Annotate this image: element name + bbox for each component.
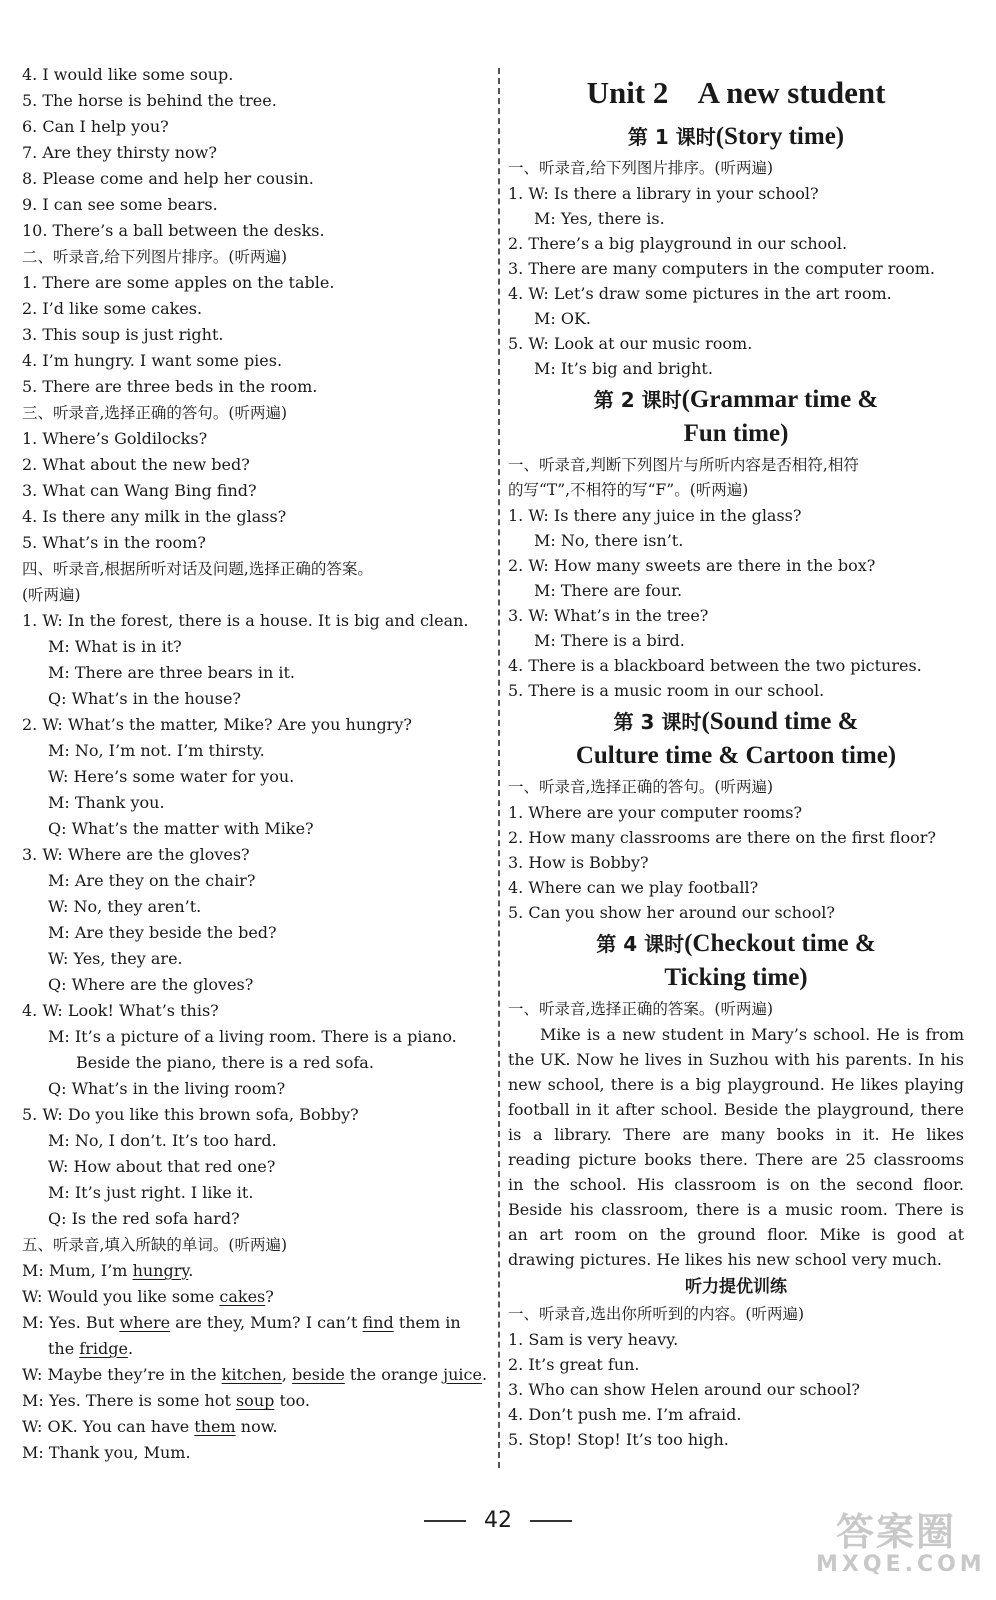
list-item: 10. There’s a ball between the desks. <box>22 221 325 240</box>
section-heading-2: 二、听录音,给下列图片排序。(听两遍) <box>22 248 288 266</box>
text: M: Yes. But <box>22 1313 120 1332</box>
section-heading-4: 四、听录音,根据所听对话及问题,选择正确的答案。 <box>22 560 373 578</box>
dialog-line: 2. W: What’s the matter, Mike? Are you hungry? <box>22 715 412 734</box>
section-heading-3: 三、听录音,选择正确的答句。(听两遍) <box>22 404 288 422</box>
section-heading: 一、听录音,给下列图片排序。(听两遍) <box>508 159 774 177</box>
dialog-line: M: There are four. <box>534 581 683 600</box>
dialog-line: M: There is a bird. <box>534 631 685 650</box>
text: M: Mum, I’m <box>22 1261 133 1280</box>
lesson-name: (Story time) <box>715 123 845 150</box>
text: now. <box>235 1417 278 1436</box>
filled-word: soup <box>235 1391 275 1410</box>
lesson-name: (Sound time & <box>701 708 859 735</box>
fill-in-dialog <box>22 1258 492 1466</box>
dialog-line: 1. W: Is there any juice in the glass? <box>508 506 802 525</box>
text: the <box>48 1339 80 1358</box>
lesson-number: 第 4 课时 <box>596 932 685 956</box>
section-heading-5: 五、听录音,填入所缺的单词。(听两遍) <box>22 1236 288 1254</box>
dialog-5 <box>22 1102 492 1232</box>
watermark-logo <box>816 1510 986 1582</box>
fill-line <box>22 1388 492 1414</box>
list-item: 5. What’s in the room? <box>22 533 206 552</box>
list-item: 1. Where are your computer rooms? <box>508 803 803 822</box>
lesson-3-title <box>508 705 964 773</box>
text: W: OK. You can have <box>22 1417 195 1436</box>
dialog-line: 1. W: In the forest, there is a house. It is big and clean. <box>22 611 469 630</box>
filled-word: kitchen <box>221 1365 282 1384</box>
dialog-line: 4. There is a blackboard between the two pictures. <box>508 656 922 675</box>
list-item: 4. I would like some soup. <box>22 65 234 84</box>
list-item: 5. Can you show her around our school? <box>508 903 835 922</box>
dialog-line: M: It’s a picture of a living room. There is a piano. <box>48 1027 457 1046</box>
passage: Mike is a new student in Mary’s school. He is from the UK. Now he lives in Suzhou with his parents. In his new school, there is a big playground. He likes playing football in it after school. Beside the playground, there is a library. There are many books in it. He likes reading picture books there. There are 25 classrooms in the school. His classroom is on the second floor. Beside his classroom, there is a music room. There is an art room on the ground floor. Mike is good at drawing pictures. He likes his new school very much. <box>508 1025 964 1269</box>
dialog-line: 2. There’s a big playground in our school. <box>508 234 848 253</box>
lesson-2-title <box>508 383 964 451</box>
dialog-line: M: It’s just right. I like it. <box>48 1183 254 1202</box>
dialog-line: 3. W: What’s in the tree? <box>508 606 709 625</box>
list-item: 2. It’s great fun. <box>508 1355 640 1374</box>
list-item: 3. This soup is just right. <box>22 325 224 344</box>
dialog-4 <box>22 998 492 1102</box>
list-item: 1. Where’s Goldilocks? <box>22 429 208 448</box>
watermark-bottom: MXQE.COM <box>816 1552 986 1577</box>
filled-word: cakes <box>219 1287 266 1306</box>
lesson-number: 第 2 课时 <box>593 388 682 412</box>
dialog-line: M: No, there isn’t. <box>534 531 684 550</box>
text: them in <box>393 1313 461 1332</box>
dash-right <box>530 1520 572 1522</box>
dialog-line: M: No, I don’t. It’s too hard. <box>48 1131 277 1150</box>
dialog-line: 5. There is a music room in our school. <box>508 681 825 700</box>
list-item: 2. How many classrooms are there on the first floor? <box>508 828 936 847</box>
fill-line <box>22 1414 492 1440</box>
list-item: 5. Stop! Stop! It’s too high. <box>508 1430 729 1449</box>
dialog-line: W: No, they aren’t. <box>48 897 202 916</box>
dialog-line: Q: What’s in the house? <box>48 689 241 708</box>
watermark-top: 答案圈 <box>835 1510 956 1554</box>
dialog-1 <box>22 608 492 712</box>
text: . <box>127 1339 134 1358</box>
lesson-name-cont: Culture time & Cartoon time) <box>575 742 897 769</box>
section-heading: 一、听录音,选出你所听到的内容。(听两遍) <box>508 1305 805 1323</box>
lesson-number: 第 3 课时 <box>613 710 702 734</box>
dialog-line: M: Are they on the chair? <box>48 871 256 890</box>
list-item: 5. There are three beds in the room. <box>22 377 318 396</box>
filled-word: find <box>362 1313 394 1332</box>
dialog-line: M: No, I’m not. I’m thirsty. <box>48 741 265 760</box>
page-number-text: 42 <box>484 1508 512 1533</box>
list-item: 1. There are some apples on the table. <box>22 273 335 292</box>
dialog-line: 5. W: Look at our music room. <box>508 334 753 353</box>
list-item: 3. Who can show Helen around our school? <box>508 1380 860 1399</box>
dialog-line: W: Yes, they are. <box>48 949 183 968</box>
right-column <box>508 62 964 1452</box>
list-item: 7. Are they thirsty now? <box>22 143 217 162</box>
dialog-line: M: OK. <box>534 309 592 328</box>
text: . <box>481 1365 488 1384</box>
list-item: 5. The horse is behind the tree. <box>22 91 277 110</box>
text: W: Maybe they’re in the <box>22 1365 222 1384</box>
dialog-line: M: Yes, there is. <box>534 209 665 228</box>
lesson-4-title <box>508 927 964 995</box>
extra-training-title: 听力提优训练 <box>685 1277 787 1297</box>
list-item: 2. I’d like some cakes. <box>22 299 203 318</box>
lesson-1-title <box>508 120 964 154</box>
dialog-line: 1. W: Is there a library in your school? <box>508 184 819 203</box>
section-heading-4-cont: (听两遍) <box>22 586 81 604</box>
fill-line: M: Thank you, Mum. <box>22 1443 191 1462</box>
dialog-line: W: How about that red one? <box>48 1157 276 1176</box>
dialog-line: 2. W: How many sweets are there in the box? <box>508 556 876 575</box>
column-divider <box>498 68 500 1468</box>
filled-word: where <box>119 1313 171 1332</box>
list-item: 2. What about the new bed? <box>22 455 250 474</box>
filled-word: them <box>194 1417 236 1436</box>
list-item: 4. Is there any milk in the glass? <box>22 507 287 526</box>
fill-line <box>22 1310 492 1336</box>
filled-word: juice <box>443 1365 482 1384</box>
dialog-line: 4. W: Let’s draw some pictures in the art room. <box>508 284 892 303</box>
text: W: Would you like some <box>22 1287 220 1306</box>
filled-word: hungry <box>132 1261 189 1280</box>
section-heading-cont: 的写“T”,不相符的写“F”。(听两遍) <box>508 481 749 499</box>
fill-line <box>22 1362 492 1388</box>
section-heading: 一、听录音,选择正确的答句。(听两遍) <box>508 778 774 796</box>
list-item: 9. I can see some bears. <box>22 195 218 214</box>
dialog-line: Q: What’s the matter with Mike? <box>48 819 314 838</box>
filled-word: fridge <box>79 1339 128 1358</box>
list-item: 6. Can I help you? <box>22 117 169 136</box>
dialog-line: M: Are they beside the bed? <box>48 923 277 942</box>
lesson-name: (Grammar time & <box>681 386 879 413</box>
dialog-2 <box>22 712 492 842</box>
text: , <box>281 1365 293 1384</box>
dialog-line: 4. W: Look! What’s this? <box>22 1001 219 1020</box>
left-column <box>22 62 492 1466</box>
dash-left <box>424 1520 466 1522</box>
section-heading: 一、听录音,判断下列图片与所听内容是否相符,相符 <box>508 456 859 474</box>
section-heading: 一、听录音,选择正确的答案。(听两遍) <box>508 1000 774 1018</box>
section1-continued <box>22 62 492 244</box>
dialog-line: 3. There are many computers in the computer room. <box>508 259 935 278</box>
list-item: 3. How is Bobby? <box>508 853 649 872</box>
list-item: 1. Sam is very heavy. <box>508 1330 679 1349</box>
dialog-line: Q: What’s in the living room? <box>48 1079 286 1098</box>
dialog-line: M: There are three bears in it. <box>48 663 295 682</box>
dialog-line: Q: Is the red sofa hard? <box>48 1209 240 1228</box>
fill-line <box>22 1336 492 1362</box>
dialog-line: M: Thank you. <box>48 793 165 812</box>
lesson-number: 第 1 课时 <box>627 125 716 149</box>
filled-word: beside <box>292 1365 345 1384</box>
unit-title: Unit 2 A new student <box>586 75 886 110</box>
text: ? <box>265 1287 274 1306</box>
lesson-name-cont: Ticking time) <box>664 964 808 991</box>
list-item: 4. I’m hungry. I want some pies. <box>22 351 283 370</box>
lesson-name: (Checkout time & <box>684 930 876 957</box>
text: M: Yes. There is some hot <box>22 1391 236 1410</box>
dialog-line: M: It’s big and bright. <box>534 359 713 378</box>
dialog-line: W: Here’s some water for you. <box>48 767 295 786</box>
dialog-line: 5. W: Do you like this brown sofa, Bobby? <box>22 1105 359 1124</box>
text: . <box>188 1261 194 1280</box>
dialog-line: Beside the piano, there is a red sofa. <box>76 1053 374 1072</box>
lesson-name-cont: Fun time) <box>683 420 789 447</box>
list-item: 8. Please come and help her cousin. <box>22 169 314 188</box>
text: the orange <box>344 1365 444 1384</box>
list-item: 4. Don’t push me. I’m afraid. <box>508 1405 742 1424</box>
list-item: 4. Where can we play football? <box>508 878 759 897</box>
list-item: 3. What can Wang Bing find? <box>22 481 257 500</box>
dialog-line: Q: Where are the gloves? <box>48 975 254 994</box>
dialog-3 <box>22 842 492 998</box>
fill-line <box>22 1258 492 1284</box>
dialog-line: M: What is in it? <box>48 637 182 656</box>
fill-line <box>22 1284 492 1310</box>
dialog-line: 3. W: Where are the gloves? <box>22 845 250 864</box>
text: too. <box>274 1391 310 1410</box>
text: are they, Mum? I can’t <box>170 1313 363 1332</box>
